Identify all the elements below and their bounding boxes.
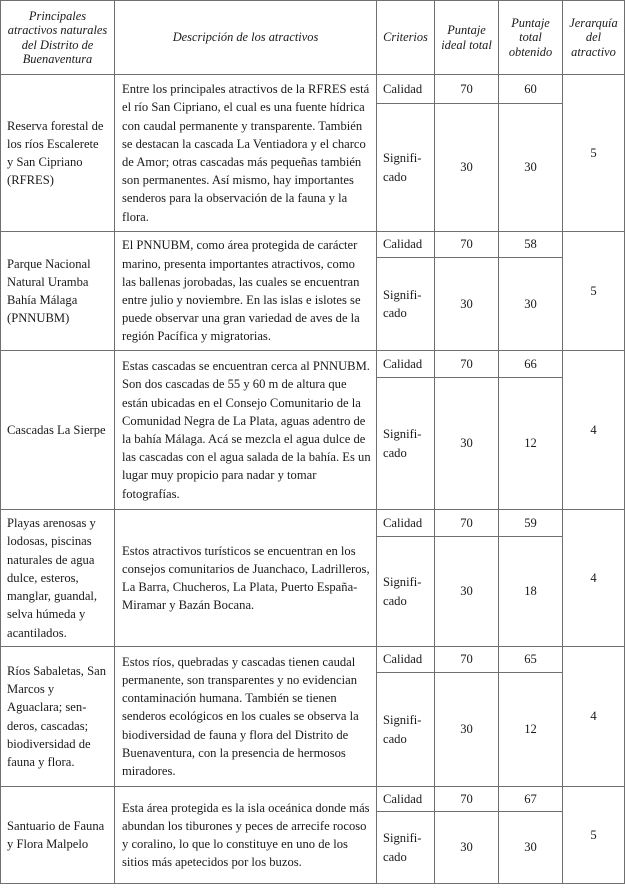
- hierarchy-value: 4: [563, 647, 625, 787]
- header-jerarquia: Jerarquía del atractivo: [563, 1, 625, 75]
- ideal-score: 30: [435, 258, 499, 351]
- criterion-label: Calidad: [377, 351, 435, 378]
- hierarchy-value: 5: [563, 787, 625, 884]
- table-row: [1, 787, 625, 812]
- criterion-label: Calidad: [377, 232, 435, 258]
- ideal-score: 70: [435, 75, 499, 104]
- attraction-name: Reserva forestal de los ríos Escalerete y San Cipriano (RFRES): [1, 75, 115, 232]
- criterion-label: Calidad: [377, 510, 435, 537]
- obtained-score: 66: [499, 351, 563, 378]
- attraction-name: Playas arenosas y lodosas, piscinas naturales de agua dulce, esteros, manglar, guandal, selva húmeda y acantilados.: [1, 510, 115, 647]
- hierarchy-value: 5: [563, 232, 625, 351]
- obtained-score: 18: [499, 537, 563, 647]
- obtained-score: 12: [499, 378, 563, 510]
- table-row: [1, 351, 625, 378]
- header-row: [1, 1, 625, 75]
- ideal-score: 70: [435, 647, 499, 673]
- attraction-description: El PNNUBM, como área protegida de carácter marino, presenta importantes atractivos, como las ballenas jorobadas, las cuales se encuentran entre julio y noviembre. En las islas e islotes se puede observar una gran variedad de aves de la región Pacífica y migratorias.: [115, 232, 377, 351]
- hierarchy-value: 4: [563, 510, 625, 647]
- obtained-score: 65: [499, 647, 563, 673]
- attraction-name: Parque Nacional Natural Uramba Bahía Málaga (PNNUBM): [1, 232, 115, 351]
- ideal-score: 30: [435, 673, 499, 787]
- criterion-label: Significado: [377, 258, 435, 351]
- criterion-label: Significado: [377, 673, 435, 787]
- attraction-description: Esta área protegida es la isla oceánica donde más abundan los tiburones y peces de arrecife rocoso y coralino, lo que lo constituye en uno de los sitios más apetecidos por los buzos.: [115, 787, 377, 884]
- criterion-label: Significado: [377, 537, 435, 647]
- attraction-description: Estas cascadas se encuentran cerca al PNNUBM. Son dos cascadas de 55 y 60 m de altura que están ubicadas en el Consejo Comunitario de la Comunidad Negra de La Plata, aguas adentro de la bahía Málaga. Acá se mezcla el agua dulce de las cascadas con el agua salada de la bahía. Es un lugar muy propicio para nadar y tomar fotografías.: [115, 351, 377, 510]
- hierarchy-value: 5: [563, 75, 625, 232]
- header-criterios: Criterios: [377, 1, 435, 75]
- table-row: [1, 232, 625, 258]
- criterion-label: Significado: [377, 104, 435, 232]
- attraction-description: Estos atractivos turísticos se encuentran en los consejos comunitarios de Juanchaco, Ladrilleros, La Barra, Chucheros, La Plata, Puerto España-Miramar y Bazán Bocana.: [115, 510, 377, 647]
- ideal-score: 30: [435, 104, 499, 232]
- obtained-score: 12: [499, 673, 563, 787]
- table-row: [1, 75, 625, 104]
- ideal-score: 70: [435, 232, 499, 258]
- obtained-score: 30: [499, 104, 563, 232]
- header-atractivo: Principales atractivos naturales del Distrito de Buenaventura: [1, 1, 115, 75]
- header-descripcion: Descripción de los atractivos: [115, 1, 377, 75]
- attraction-description: Entre los principales atractivos de la RFRES está el río San Cipriano, el cual es una fuente hídrica con caudal permanente y transparente. También se destacan la cascada La Ventiadora y el charco de Amor; otras cascadas más pequeñas también son permanentes. Así mismo, hay importantes senderos para la observación de la fauna y la flora.: [115, 75, 377, 232]
- ideal-score: 70: [435, 351, 499, 378]
- header-obtenido: Puntaje total obtenido: [499, 1, 563, 75]
- criterion-label: Significado: [377, 378, 435, 510]
- criterion-label: Calidad: [377, 647, 435, 673]
- table-row: [1, 510, 625, 537]
- hierarchy-value: 4: [563, 351, 625, 510]
- obtained-score: 60: [499, 75, 563, 104]
- attraction-name: Cascadas La Sierpe: [1, 351, 115, 510]
- obtained-score: 30: [499, 812, 563, 884]
- ideal-score: 70: [435, 787, 499, 812]
- obtained-score: 30: [499, 258, 563, 351]
- attraction-description: Estos ríos, quebradas y cascadas tienen caudal permanente, son transparentes y no evidencian contaminación humana. También se tienen senderos ecológicos en los cuales se observa la biodiversidad de fauna y flora del Distrito de Buenaventura, con la presencia de hermosos miradores.: [115, 647, 377, 787]
- ideal-score: 30: [435, 812, 499, 884]
- criterion-label: Significado: [377, 812, 435, 884]
- attraction-name: Ríos Sabaletas, San Marcos y Aguaclara; senderos, cascadas; biodiversidad de fauna y flora.: [1, 647, 115, 787]
- obtained-score: 59: [499, 510, 563, 537]
- attraction-name: Santuario de Fauna y Flora Malpelo: [1, 787, 115, 884]
- ideal-score: 30: [435, 537, 499, 647]
- obtained-score: 67: [499, 787, 563, 812]
- criterion-label: Calidad: [377, 787, 435, 812]
- ideal-score: 30: [435, 378, 499, 510]
- criterion-label: Calidad: [377, 75, 435, 104]
- obtained-score: 58: [499, 232, 563, 258]
- ideal-score: 70: [435, 510, 499, 537]
- table-row: [1, 647, 625, 673]
- header-ideal: Puntaje ideal total: [435, 1, 499, 75]
